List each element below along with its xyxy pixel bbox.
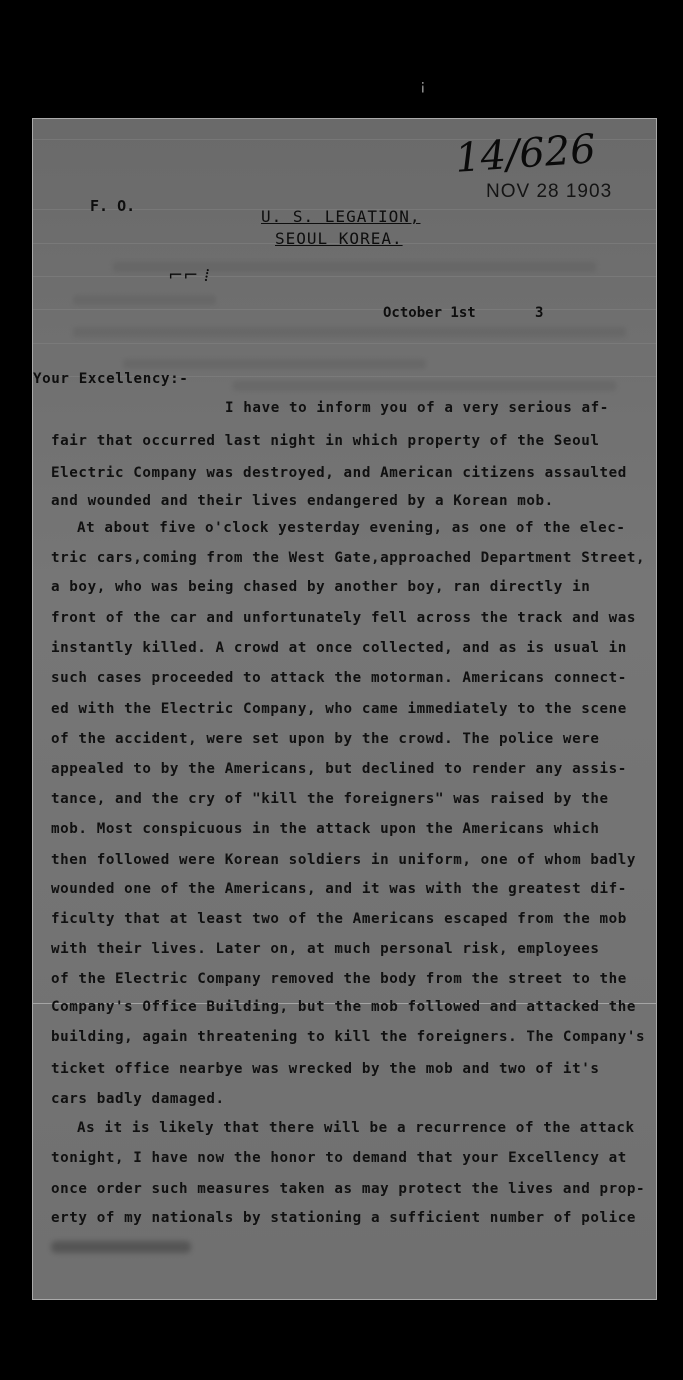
- body-line: At about five o'clock yesterday evening, as one of the elec-: [77, 520, 626, 536]
- body-line: mob. Most conspicuous in the attack upon the Americans which: [51, 821, 600, 837]
- file-number-handwritten: 14/626: [453, 126, 598, 182]
- body-line: tric cars,coming from the West Gate,approached Department Street,: [51, 550, 646, 566]
- bleed-through-text: [123, 359, 426, 369]
- letter-date-year: 3: [535, 305, 544, 321]
- body-line: As it is likely that there will be a recurrence of the attack: [77, 1120, 635, 1136]
- body-line: of the accident, were set upon by the crowd. The police were: [51, 731, 600, 747]
- bleed-through-text: [73, 295, 216, 305]
- bleed-through-text: [73, 327, 626, 337]
- ruled-line: [33, 276, 656, 277]
- salutation: Your Excellency:-: [33, 371, 189, 387]
- body-line: a boy, who was being chased by another boy, ran directly in: [51, 579, 591, 595]
- fo-mark: F. O.: [90, 197, 136, 215]
- ruled-line: [33, 309, 656, 310]
- body-line: then followed were Korean soldiers in uniform, one of whom badly: [51, 852, 637, 868]
- body-line: Electric Company was destroyed, and American citizens assaulted: [51, 465, 627, 481]
- body-line: fair that occurred last night in which property of the Seoul: [51, 433, 600, 449]
- body-line: tance, and the cry of "kill the foreigners" was raised by the: [51, 791, 609, 807]
- body-line: ticket office nearbye was wrecked by the mob and two of it's: [51, 1061, 600, 1077]
- body-line: of the Electric Company removed the body from the street to the: [51, 971, 627, 987]
- document-page: [32, 118, 657, 1300]
- body-line: such cases proceeded to attack the motorman. Americans connect-: [51, 670, 627, 686]
- body-line: ficulty that at least two of the Americans escaped from the mob: [51, 911, 627, 927]
- body-line: and wounded and their lives endangered by a Korean mob.: [51, 493, 554, 509]
- body-line: tonight, I have now the honor to demand that your Excellency at: [51, 1150, 627, 1166]
- ruled-line: [33, 343, 656, 344]
- body-line: cars badly damaged.: [51, 1091, 225, 1107]
- body-line: erty of my nationals by stationing a sufficient number of police: [51, 1210, 637, 1226]
- bleed-through-text: [233, 381, 616, 391]
- body-line: ed with the Electric Company, who came immediately to the scene: [51, 701, 627, 717]
- received-date-stamp: NOV 28 1903: [486, 181, 613, 202]
- illegible-fragment: [51, 1241, 191, 1253]
- body-line: once order such measures taken as may protect the lives and prop-: [51, 1181, 646, 1197]
- body-line: instantly killed. A crowd at once collected, and as is usual in: [51, 640, 627, 656]
- body-line: front of the car and unfortunately fell across the track and was: [51, 610, 637, 626]
- handwritten-mark: ⌐⌐ ⁞: [168, 265, 210, 286]
- location-heading: SEOUL KOREA.: [275, 229, 403, 248]
- body-line: Company's Office Building, but the mob followed and attacked the: [51, 999, 637, 1015]
- letter-date: October 1st: [383, 305, 476, 321]
- legation-heading: U. S. LEGATION,: [261, 207, 421, 226]
- body-line: with their lives. Later on, at much personal risk, employees: [51, 941, 600, 957]
- body-line: wounded one of the Americans, and it was with the greatest dif-: [51, 881, 627, 897]
- body-line: I have to inform you of a very serious af-: [225, 400, 609, 416]
- body-line: appealed to by the Americans, but declined to render any assis-: [51, 761, 627, 777]
- body-line: building, again threatening to kill the foreigners. The Company's: [51, 1029, 646, 1045]
- film-scratch: ¡: [420, 78, 426, 94]
